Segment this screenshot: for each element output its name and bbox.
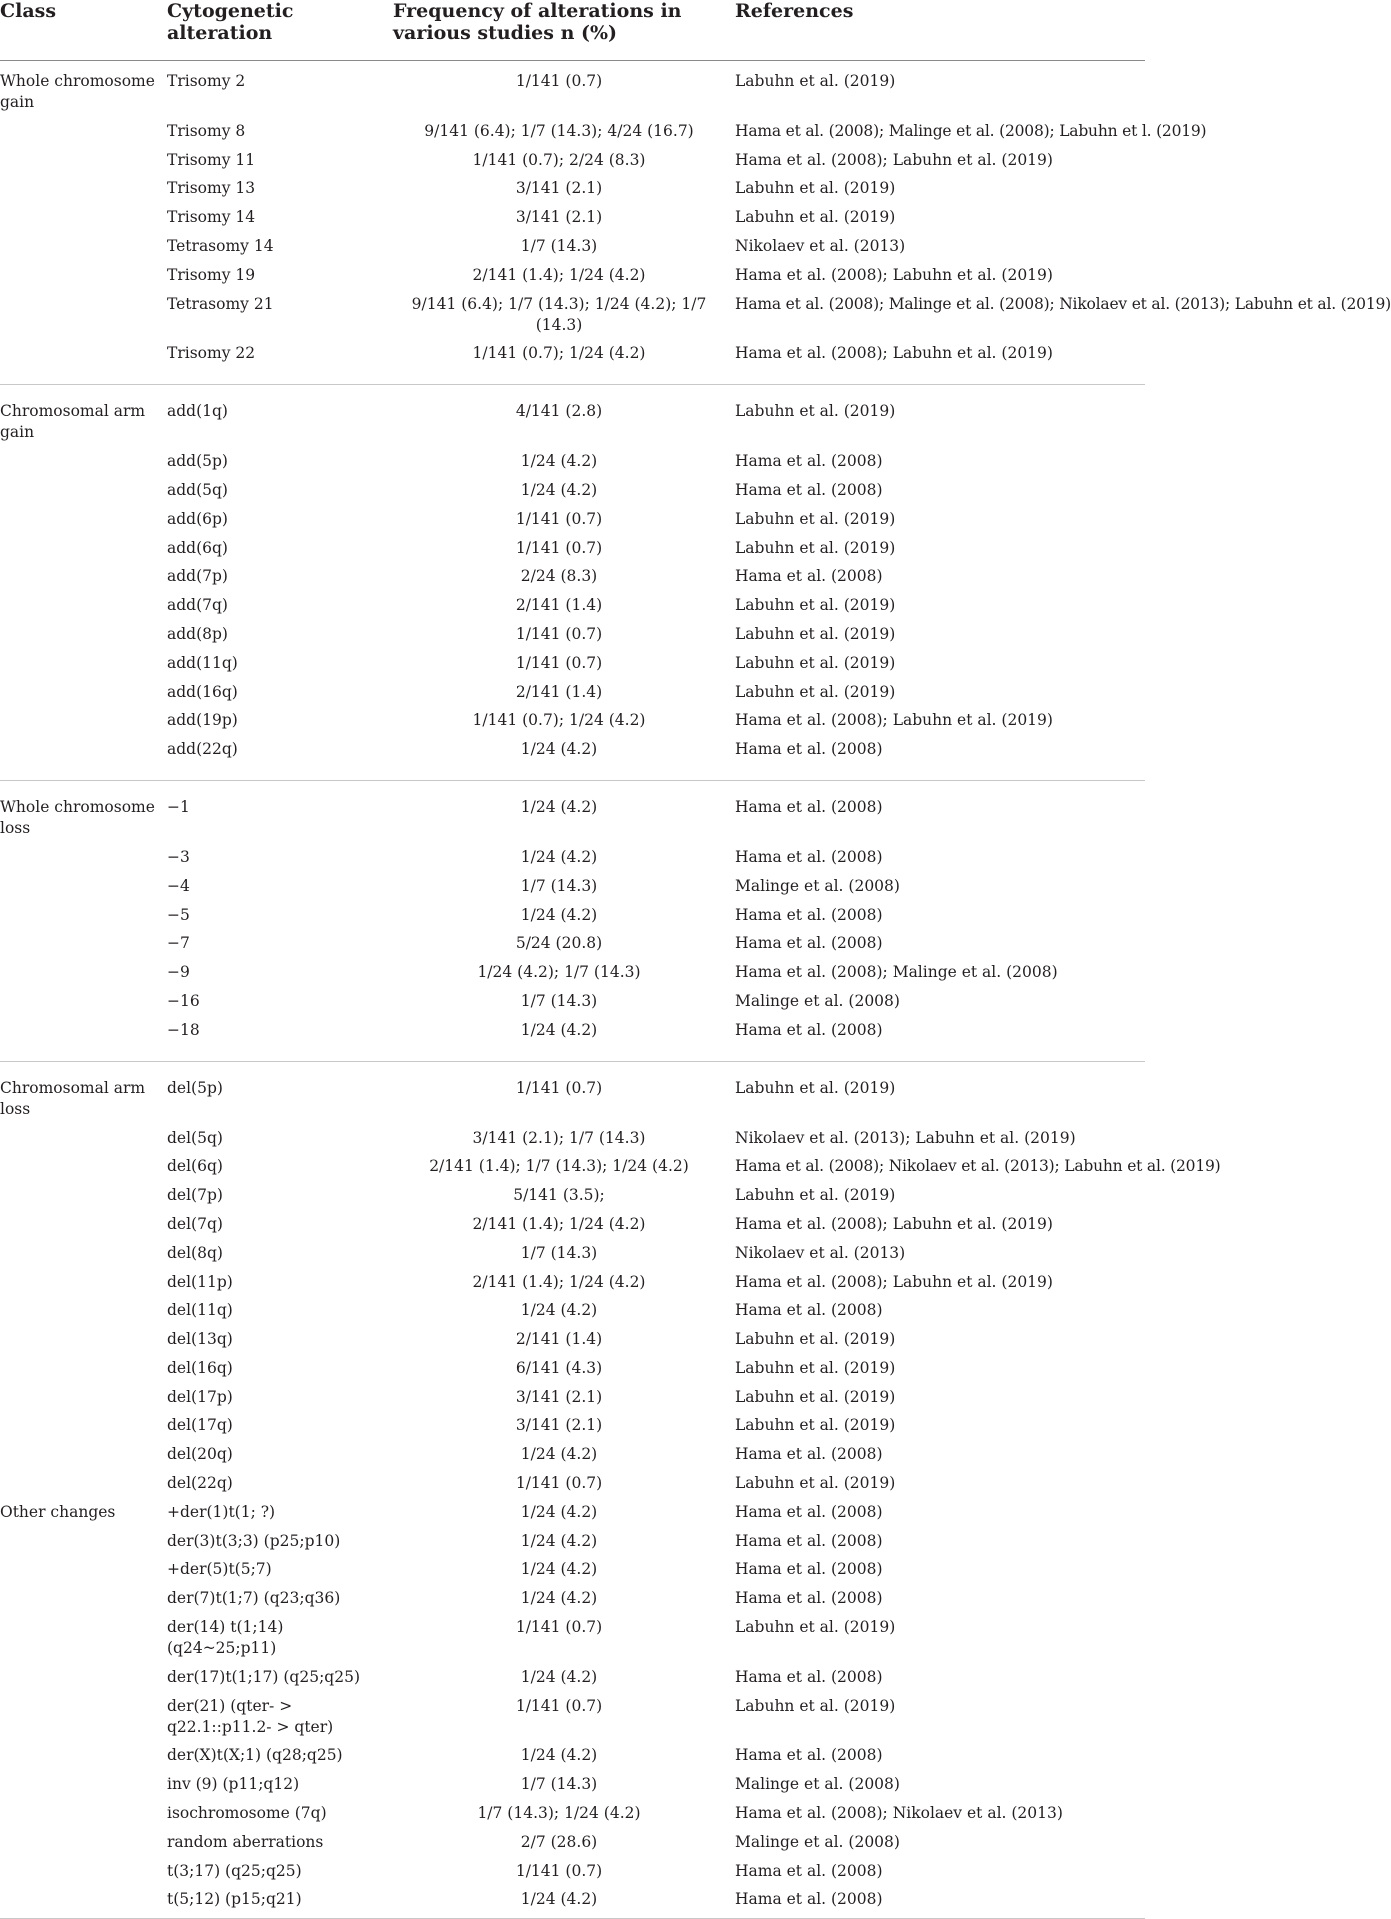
cell-class [0,678,167,707]
cell-references: Labuhn et al. (2019) [735,596,896,615]
cell-references: Labuhn et al. (2019) [735,385,1145,447]
table-row [0,987,1145,1016]
cell-alteration: add(5q) [167,480,228,499]
cell-alteration: del(17q) [167,1416,233,1435]
table-row [0,203,1145,232]
cell-references: Hama et al. (2008) [735,905,883,924]
cell-frequency: 1/7 (14.3) [520,876,598,895]
cell-class [0,901,167,930]
cell-references: Labuhn et al. (2019) [735,1618,896,1637]
cell-class [0,203,167,232]
cell-frequency: 1/141 (0.7) [515,624,603,643]
cell-frequency: 1/141 (0.7) [515,1861,603,1880]
cell-class [0,1239,167,1268]
cell-references: Hama et al. (2008) [735,1502,883,1521]
cell-class [0,1383,167,1412]
table-row [0,1527,1145,1556]
table-row [0,1584,1145,1613]
cell-alteration: isochromosome (7q) [167,1804,327,1823]
cell-class [0,562,167,591]
table-row [0,1613,1145,1663]
cell-frequency: 1/24 (4.2); 1/7 (14.3) [477,963,641,982]
table-row [0,61,1145,117]
cell-alteration: del(6q) [167,1157,223,1176]
cell-alteration: −9 [167,963,190,982]
cell-frequency: 1/24 (4.2) [520,1746,598,1765]
cell-frequency: 3/141 (2.1); 1/7 (14.3) [472,1128,646,1147]
cell-references: Hama et al. (2008) [735,740,883,759]
cell-references: Hama et al. (2008); Malinge et al. (2008); Labuhn et l. (2019) [735,121,1207,140]
cell-references: Nikolaev et al. (2013) [735,236,906,255]
cell-references: Malinge et al. (2008) [735,991,900,1010]
cell-frequency: 1/24 (4.2) [393,1885,735,1919]
cell-class: Whole chromosome loss [0,781,167,843]
table-row [0,1498,1145,1527]
cell-alteration: +der(5)t(5;7) [167,1560,272,1579]
cell-references: Labuhn et al. (2019) [735,682,896,701]
table-row [0,735,1145,781]
cell-frequency: 2/141 (1.4); 1/7 (14.3); 1/24 (4.2) [429,1157,689,1176]
cell-references: Labuhn et al. (2019) [735,1696,896,1715]
cell-alteration: del(5q) [167,1128,223,1147]
cell-frequency: 1/24 (4.2) [520,905,598,924]
cell-references: Labuhn et al. (2019) [735,1061,1145,1123]
cell-class [0,290,167,340]
cell-references: Labuhn et al. (2019) [735,624,896,643]
cell-class [0,1828,167,1857]
cell-alteration: add(7p) [167,567,228,586]
cell-class [0,591,167,620]
cell-frequency: 5/141 (3.5); [513,1186,605,1205]
cell-class [0,1325,167,1354]
cell-alteration: add(22q) [167,740,238,759]
table-row [0,843,1145,872]
cell-alteration: del(16q) [167,1358,233,1377]
cell-class [0,735,167,781]
cell-class [0,872,167,901]
cell-alteration: random aberrations [167,1832,324,1851]
cell-frequency: 1/141 (0.7); 1/24 (4.2) [472,711,646,730]
table-row [0,174,1145,203]
cell-references: Hama et al. (2008) [735,1560,883,1579]
table-row [0,1828,1145,1857]
cell-frequency: 1/24 (4.2) [520,1020,598,1039]
cell-references: Hama et al. (2008) [735,934,883,953]
cell-class [0,1296,167,1325]
table-header-row [0,0,1145,61]
table-row [0,385,1145,447]
cell-alteration: add(19p) [167,711,238,730]
cell-alteration: Trisomy 2 [167,72,246,90]
cell-references: Nikolaev et al. (2013); Labuhn et al. (2019) [735,1128,1076,1147]
table-row [0,1181,1145,1210]
table-row [0,1555,1145,1584]
header-frequency: Frequency of alterations in various studies n (%) [393,0,735,61]
table-row [0,1296,1145,1325]
cell-frequency: 3/141 (2.1) [515,1416,603,1435]
cell-frequency: 1/141 (0.7) [393,1061,735,1123]
table-row [0,929,1145,958]
cell-references: Malinge et al. (2008) [735,1832,900,1851]
table-row [0,872,1145,901]
cell-references: Hama et al. (2008) [735,781,1145,843]
cell-frequency: 1/24 (4.2) [520,1301,598,1320]
cell-references: Labuhn et al. (2019) [735,1416,896,1435]
table-row [0,1239,1145,1268]
cell-alteration: der(17)t(1;17) (q25;q25) [167,1667,360,1686]
cell-references: Hama et al. (2008); Labuhn et al. (2019) [735,150,1053,169]
cell-references: Hama et al. (2008); Labuhn et al. (2019) [735,1214,1053,1233]
cell-class [0,987,167,1016]
cell-frequency: 9/141 (6.4); 1/7 (14.3); 4/24 (16.7) [424,121,694,140]
cell-alteration: t(3;17) (q25;q25) [167,1861,302,1880]
cell-references: Hama et al. (2008); Labuhn et al. (2019) [735,265,1053,284]
cell-frequency: 1/24 (4.2) [520,1667,598,1686]
table-row [0,958,1145,987]
table-row [0,1440,1145,1469]
table-row [0,447,1145,476]
cell-alteration: del(20q) [167,1445,233,1464]
cell-references: Labuhn et al. (2019) [735,208,896,227]
cell-references: Hama et al. (2008); Malinge et al. (2008); Nikolaev et al. (2013); Labuhn et al. (2019) [735,294,1391,313]
cell-class [0,929,167,958]
cell-alteration: Trisomy 22 [167,344,256,363]
cell-references: Hama et al. (2008); Labuhn et al. (2019) [735,711,1053,730]
cell-alteration: der(14) t(1;14) (q24~25;p11) [167,1618,284,1658]
cell-references: Malinge et al. (2008) [735,1775,900,1794]
cell-class [0,174,167,203]
cell-alteration: −1 [167,781,393,843]
cell-references: Hama et al. (2008) [735,1531,883,1550]
cell-frequency: 4/141 (2.8) [393,385,735,447]
cell-class [0,534,167,563]
cell-class [0,1181,167,1210]
table-row [0,146,1145,175]
cell-alteration: add(16q) [167,682,238,701]
cell-references: Hama et al. (2008) [735,1667,883,1686]
table-row [0,1325,1145,1354]
cell-class [0,339,167,385]
cell-class [0,1440,167,1469]
cell-class [0,261,167,290]
table-row [0,339,1145,385]
cell-class [0,649,167,678]
cell-frequency: 1/24 (4.2) [520,480,598,499]
cell-frequency: 1/7 (14.3) [520,1775,598,1794]
cell-frequency: 2/141 (1.4) [515,596,603,615]
cell-class [0,1663,167,1692]
table-row [0,649,1145,678]
cell-class [0,1210,167,1239]
cell-references: Hama et al. (2008); Labuhn et al. (2019) [735,344,1053,363]
cell-alteration: −18 [167,1020,200,1039]
cell-frequency: 1/24 (4.2) [520,740,598,759]
cell-class [0,232,167,261]
table-row [0,117,1145,146]
cell-alteration: del(11q) [167,1301,233,1320]
table-row [0,1799,1145,1828]
cell-class [0,1268,167,1297]
cell-alteration: del(7p) [167,1186,223,1205]
cell-references: Hama et al. (2008); Nikolaev et al. (2013); Labuhn et al. (2019) [735,1157,1221,1176]
cell-frequency: 1/141 (0.7) [515,1474,603,1493]
cell-alteration: Tetrasomy 14 [167,236,274,255]
cell-frequency: 1/24 (4.2) [520,1502,598,1521]
cell-references: Labuhn et al. (2019) [735,1358,896,1377]
cell-frequency: 1/24 (4.2) [520,1531,598,1550]
cell-frequency: 2/141 (1.4) [515,682,603,701]
cell-frequency: 1/141 (0.7); 1/24 (4.2) [472,344,646,363]
cell-frequency: 1/141 (0.7) [515,653,603,672]
cell-frequency: 1/7 (14.3) [520,991,598,1010]
table-row [0,476,1145,505]
cell-alteration: −5 [167,905,190,924]
cell-references: Labuhn et al. (2019) [735,72,896,90]
table-row [0,290,1145,340]
table-row [0,1124,1145,1153]
cell-alteration: add(8p) [167,624,228,643]
cell-class [0,447,167,476]
table-row [0,1663,1145,1692]
cell-frequency: 2/141 (1.4) [515,1330,603,1349]
cell-class [0,1527,167,1556]
cell-class [0,706,167,735]
cell-class [0,1770,167,1799]
table-row [0,1152,1145,1181]
cell-alteration: add(6p) [167,509,228,528]
cell-frequency: 1/141 (0.7) [515,1618,603,1637]
cell-frequency: 2/141 (1.4); 1/24 (4.2) [472,265,646,284]
cell-class [0,1741,167,1770]
cell-alteration: del(11p) [167,1272,233,1291]
cell-frequency: 3/141 (2.1) [515,1387,603,1406]
cell-class: Whole chromosome gain [0,72,155,111]
table-row [0,1885,1145,1919]
cell-class [0,505,167,534]
cell-references: Labuhn et al. (2019) [735,1330,896,1349]
cell-alteration: inv (9) (p11;q12) [167,1775,300,1794]
cell-references: Labuhn et al. (2019) [735,538,896,557]
cell-class [0,1555,167,1584]
cell-alteration: der(X)t(X;1) (q28;q25) [167,1746,343,1765]
table-row [0,232,1145,261]
table-row [0,1770,1145,1799]
cell-frequency: 1/141 (0.7) [515,538,603,557]
cell-frequency: 1/24 (4.2) [520,847,598,866]
cell-alteration: del(5p) [167,1061,393,1123]
cell-frequency: 1/7 (14.3) [520,236,598,255]
table-row [0,678,1145,707]
cell-alteration: Trisomy 8 [167,121,246,140]
cell-references: Hama et al. (2008) [735,1885,1145,1919]
cell-references: Nikolaev et al. (2013) [735,1243,906,1262]
cell-references: Hama et al. (2008); Malinge et al. (2008) [735,963,1058,982]
cell-frequency: 1/141 (0.7) [515,509,603,528]
table-row [0,1268,1145,1297]
cell-alteration: der(7)t(1;7) (q23;q36) [167,1589,341,1608]
cell-class [0,1124,167,1153]
header-alteration: Cytogenetic alteration [167,0,393,61]
cell-frequency: 2/7 (28.6) [520,1832,598,1851]
cell-class: Chromosomal arm loss [0,1061,167,1123]
cell-class [0,620,167,649]
table-body [0,61,1391,1919]
cell-class: Other changes [0,1502,116,1521]
cell-alteration: t(5;12) (p15;q21) [167,1885,393,1919]
cell-frequency: 1/141 (0.7); 2/24 (8.3) [472,150,646,169]
cell-frequency: 2/141 (1.4); 1/24 (4.2) [472,1272,646,1291]
cell-alteration: der(21) (qter- > q22.1::p11.2- > qter) [167,1696,334,1736]
header-references: References [735,0,1145,61]
cell-frequency: 5/24 (20.8) [515,934,603,953]
cell-class [0,1692,167,1742]
cell-class [0,1016,167,1062]
cell-alteration: Trisomy 19 [167,265,256,284]
cell-class [0,1584,167,1613]
table-row [0,505,1145,534]
cell-alteration: Trisomy 14 [167,208,256,227]
table-row [0,1061,1145,1123]
cell-class [0,1857,167,1886]
cell-references: Labuhn et al. (2019) [735,509,896,528]
cell-frequency: 1/24 (4.2) [520,1445,598,1464]
cell-references: Labuhn et al. (2019) [735,653,896,672]
cell-references: Hama et al. (2008) [735,567,883,586]
cell-alteration: add(11q) [167,653,238,672]
cell-references: Labuhn et al. (2019) [735,1474,896,1493]
cell-alteration: Trisomy 11 [167,150,256,169]
header-class: Class [0,0,167,61]
cell-frequency: 3/141 (2.1) [515,179,603,198]
cell-alteration: +der(1)t(1; ?) [167,1502,276,1521]
cell-frequency: 1/24 (4.2) [520,452,598,471]
cell-alteration: add(7q) [167,596,228,615]
cell-class: Chromosomal arm gain [0,385,167,447]
cell-alteration: −7 [167,934,190,953]
table-row [0,706,1145,735]
cell-alteration: −3 [167,847,190,866]
cell-frequency: 1/24 (4.2) [520,1589,598,1608]
table-row [0,620,1145,649]
table-row [0,591,1145,620]
table-row [0,781,1145,843]
table-row [0,1411,1145,1440]
cell-references: Hama et al. (2008) [735,1301,883,1320]
cell-class [0,1613,167,1663]
cell-alteration: del(22q) [167,1474,233,1493]
cell-alteration: add(6q) [167,538,228,557]
cell-frequency: 6/141 (4.3) [515,1358,603,1377]
cell-frequency: 1/7 (14.3); 1/24 (4.2) [477,1804,641,1823]
cell-references: Hama et al. (2008); Nikolaev et al. (2013) [735,1804,1063,1823]
table-row [0,1469,1145,1498]
cell-alteration: del(7q) [167,1214,223,1233]
cell-alteration: del(8q) [167,1243,223,1262]
cell-references: Hama et al. (2008) [735,847,883,866]
cell-frequency: 1/7 (14.3) [520,1243,598,1262]
cell-class [0,117,167,146]
cell-alteration: Tetrasomy 21 [167,294,274,313]
cell-frequency: 2/24 (8.3) [520,567,598,586]
cell-frequency: 2/141 (1.4); 1/24 (4.2) [472,1214,646,1233]
cell-references: Malinge et al. (2008) [735,876,900,895]
table-row [0,1692,1145,1742]
table-row [0,1857,1145,1886]
cell-class [0,476,167,505]
cell-references: Labuhn et al. (2019) [735,179,896,198]
cell-alteration: del(13q) [167,1330,233,1349]
cell-references: Hama et al. (2008) [735,1589,883,1608]
cell-class [0,1885,167,1919]
cell-frequency: 1/141 (0.7) [515,72,603,90]
table-row [0,1354,1145,1383]
cell-references: Hama et al. (2008) [735,452,883,471]
cell-references: Hama et al. (2008) [735,1445,883,1464]
cell-alteration: der(3)t(3;3) (p25;p10) [167,1531,341,1550]
table-row [0,1741,1145,1770]
table-row [0,534,1145,563]
cell-class [0,1354,167,1383]
cell-references: Labuhn et al. (2019) [735,1387,896,1406]
table-row [0,901,1145,930]
cell-alteration: −16 [167,991,200,1010]
table-row [0,1016,1145,1062]
cell-alteration: add(1q) [167,385,393,447]
cell-class [0,843,167,872]
cell-references: Hama et al. (2008) [735,1746,883,1765]
cell-alteration: del(17p) [167,1387,233,1406]
cell-frequency: 1/24 (4.2) [393,781,735,843]
cell-class [0,1411,167,1440]
table-row [0,1210,1145,1239]
table-row [0,1383,1145,1412]
table-row [0,562,1145,591]
cell-class [0,1799,167,1828]
cell-frequency: 1/24 (4.2) [520,1560,598,1579]
cell-alteration: add(5p) [167,452,228,471]
cell-frequency: 3/141 (2.1) [515,208,603,227]
cell-references: Labuhn et al. (2019) [735,1186,896,1205]
cell-references: Hama et al. (2008); Labuhn et al. (2019) [735,1272,1053,1291]
cell-references: Hama et al. (2008) [735,480,883,499]
table-row [0,261,1145,290]
cell-alteration: −4 [167,876,190,895]
cell-class [0,958,167,987]
cell-class [0,146,167,175]
cell-alteration: Trisomy 13 [167,179,256,198]
cell-frequency: 9/141 (6.4); 1/7 (14.3); 1/24 (4.2); 1/7 (14.3) [411,294,707,334]
cell-references: Hama et al. (2008) [735,1020,883,1039]
cell-class [0,1152,167,1181]
cell-frequency: 1/141 (0.7) [515,1696,603,1715]
cell-class [0,1469,167,1498]
cell-references: Hama et al. (2008) [735,1861,883,1880]
